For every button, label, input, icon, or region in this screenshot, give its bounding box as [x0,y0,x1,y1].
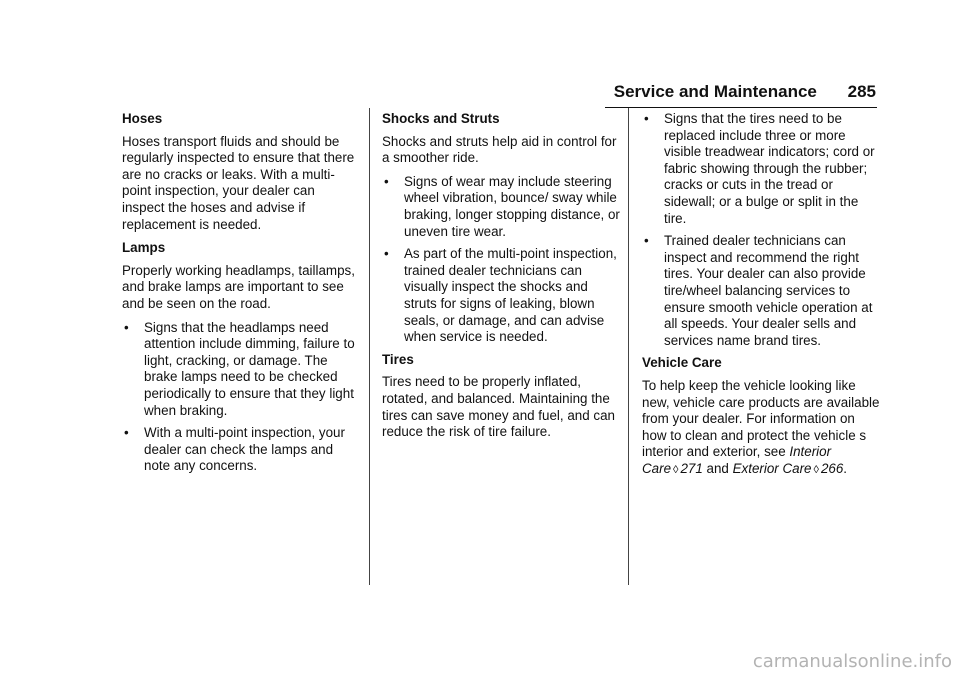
section-title: Service and Maintenance [613,82,817,101]
bullet-icon: • [644,111,649,126]
column-3 [642,111,882,485]
column-1 [122,111,358,481]
list-item [642,111,882,227]
care-text-start: To help keep the vehicle looking like new, vehicle care products are available from your dealer. For information on how to clean and protect the vehicle s interior and exterior, see [642,377,880,460]
column-2 [382,111,620,448]
page-ref-icon: ◊ [813,463,819,476]
bullet-icon: • [384,246,389,262]
paragraph-shocks: Shocks and struts help aid in control for a smoother ride. [382,133,617,166]
paragraph-tires: Tires need to be properly inflated, rotated, and balanced. Maintaining the tires can save money and fuel, and can reduce the risk of tire failure. [382,374,615,440]
bullet-icon: • [124,425,129,441]
list-item-text: Signs that the tires need to be replaced include three or more visible treadwear indicators; cord or fabric showing through the rubber; cracks or cuts in the tread or sidewall; or a bulge or split in the tire. [664,111,875,226]
heading-hoses: Hoses [122,111,163,126]
bullet-icon: • [644,233,649,249]
heading-tires: Tires [382,351,414,367]
header-rule [605,107,877,108]
care-text-and: and [702,460,733,476]
list-item-text: Signs of wear may include steering wheel vibration, bounce/ sway while braking, longer stopping distance, or uneven tire wear. [404,173,620,239]
list-item-text: As part of the multi-point inspection, trained dealer technicians can visually inspect the shocks and struts for signs of leaking, blown seals, or damage, and can advise when service is needed. [404,246,617,345]
heading-lamps: Lamps [122,240,166,256]
page-header [0,82,876,102]
column-divider [628,108,629,585]
paragraph-hoses: Hoses transport fluids and should be regularly inspected to ensure that there are no cracks or leaks. With a multi-point inspection, your dealer can inspect the hoses and advise if replacement is needed. [122,133,355,232]
paragraph-vehicle-care [642,378,882,479]
bullet-icon: • [124,319,129,335]
list-item [122,425,358,475]
link-exterior-care[interactable]: Exterior Care [732,460,812,476]
heading-shocks: Shocks and Struts [382,111,500,126]
list-item [122,320,358,420]
page-number: 285 [847,82,876,101]
list-item-text: With a multi-point inspection, your dealer can check the lamps and note any concerns. [144,425,345,474]
page-ref-icon: ◊ [673,463,679,476]
link-exterior-care-page[interactable]: 266 [820,460,844,476]
bullet-icon: • [384,173,389,189]
link-interior-care[interactable]: Interior Care [642,444,832,476]
list-item [382,174,620,240]
list-item [382,246,620,346]
list-item [642,233,882,349]
column-divider [369,108,370,585]
list-item-text: Trained dealer technicians can inspect and recommend the right tires. Your dealer can also provide tire/wheel balancing services to ensure smooth vehicle operation at all speeds. Your dealer sells and services name brand tires. [664,233,873,348]
care-text-end: . [843,460,848,476]
list-item-text: Signs that the headlamps need attention include dimming, failure to light, cracking, or damage. The brake lamps need to be checked periodically to ensure that they light when braking. [144,319,355,418]
link-interior-care-page[interactable]: 271 [680,460,703,476]
paragraph-lamps: Properly working headlamps, taillamps, and brake lamps are important to see and be seen on the road. [122,262,355,311]
heading-vehicle-care: Vehicle Care [642,355,722,371]
watermark: carmanualsonline.info [752,651,952,672]
